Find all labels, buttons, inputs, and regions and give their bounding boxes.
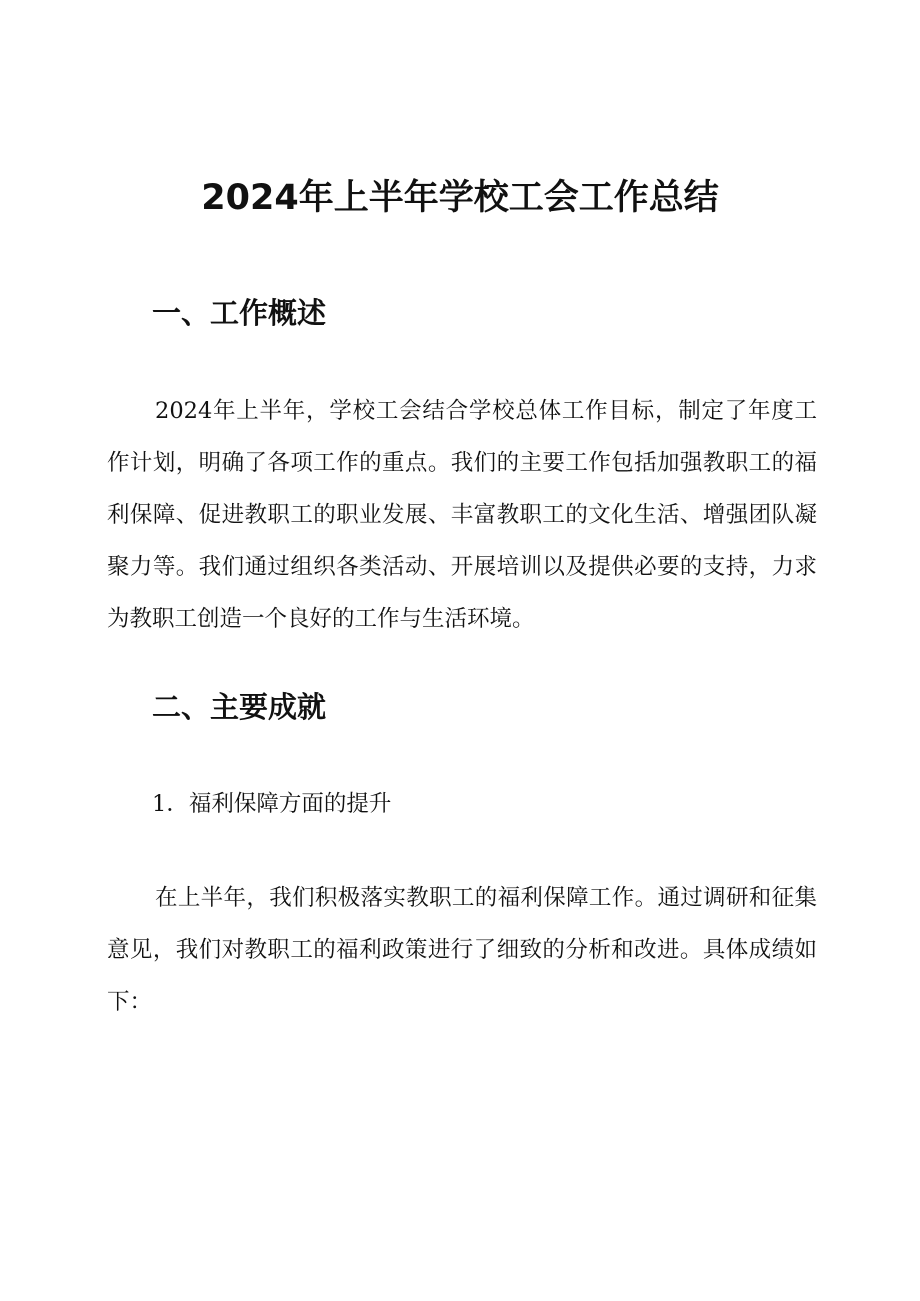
overview-paragraph: 2024年上半年，学校工会结合学校总体工作目标，制定了年度工作计划，明确了各项工作的重点。我们的主要工作包括加强教职工的福利保障、促进教职工的职业发展、丰富教职工的文化生活、增强团队凝聚力等。我们通过组织各类活动、开展培训以及提供必要的支持，力求为教职工创造一个良好的工作与生活环境。 [107,398,817,632]
welfare-paragraph: 在上半年，我们积极落实教职工的福利保障工作。通过调研和征集意见，我们对教职工的福利政策进行了细致的分析和改进。具体成绩如下： [107,885,817,1015]
subheading-welfare: 1．福利保障方面的提升 [152,791,392,817]
document-title: 2024年上半年学校工会工作总结 [201,178,719,218]
section-heading-achievements: 二、主要成就 [152,690,327,724]
section-heading-overview: 一、工作概述 [152,296,327,330]
